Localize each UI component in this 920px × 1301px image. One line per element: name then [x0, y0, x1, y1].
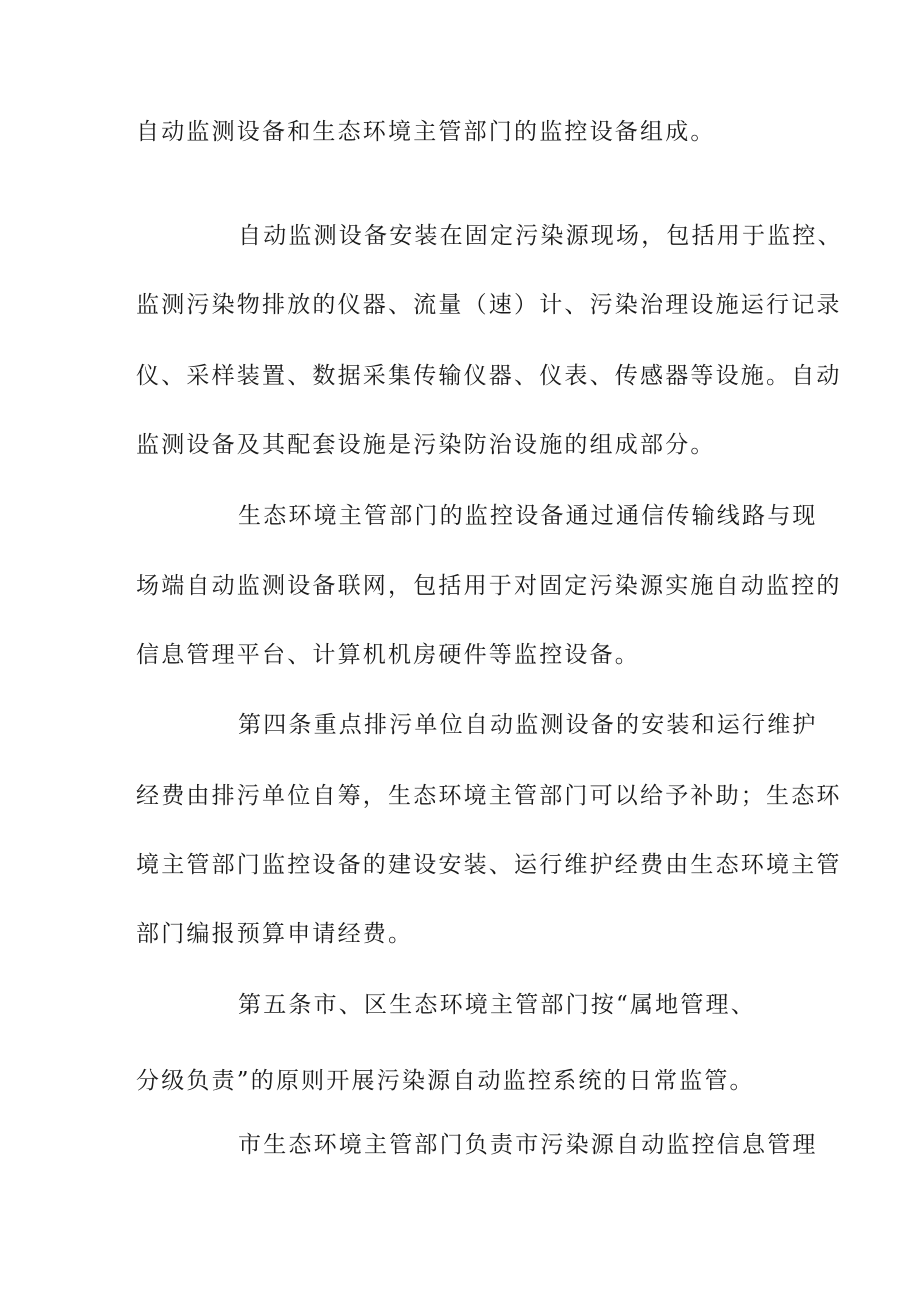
text-line: 市生态环境主管部门负责市污染源自动监控信息管理	[238, 1132, 818, 1158]
text-line: 监测设备及其配套设施是污染防治设施的组成部分。	[136, 432, 716, 458]
text-line: 境主管部门监控设备的建设安装、运行维护经费由生态环境主管	[136, 852, 842, 878]
text-line: 信息管理平台、计算机机房硬件等监控设备。	[136, 642, 640, 668]
text-line: 分级负责”的原则开展污染源自动监控系统的日常监管。	[136, 1068, 755, 1094]
text-line: 自动监测设备安装在固定污染源现场，包括用于监控、	[238, 223, 843, 249]
text-line: 仪、采样装置、数据采集传输仪器、仪表、传感器等设施。自动	[136, 363, 842, 389]
text-line: 经费由排污单位自筹，生态环境主管部门可以给予补助；生态环	[136, 783, 842, 809]
text-line: 生态环境主管部门的监控设备通过通信传输线路与现	[238, 503, 818, 529]
text-line: 场端自动监测设备联网，包括用于对固定污染源实施自动监控的	[136, 573, 842, 599]
text-line: 第五条市、区生态环境主管部门按“属地管理、	[238, 992, 756, 1018]
text-line: 部门编报预算申请经费。	[136, 921, 414, 947]
text-line: 监测污染物排放的仪器、流量（速）计、污染治理设施运行记录	[136, 292, 842, 318]
text-line: 第四条重点排污单位自动监测设备的安装和运行维护	[238, 712, 818, 738]
text-line: 自动监测设备和生态环境主管部门的监控设备组成。	[136, 119, 716, 145]
